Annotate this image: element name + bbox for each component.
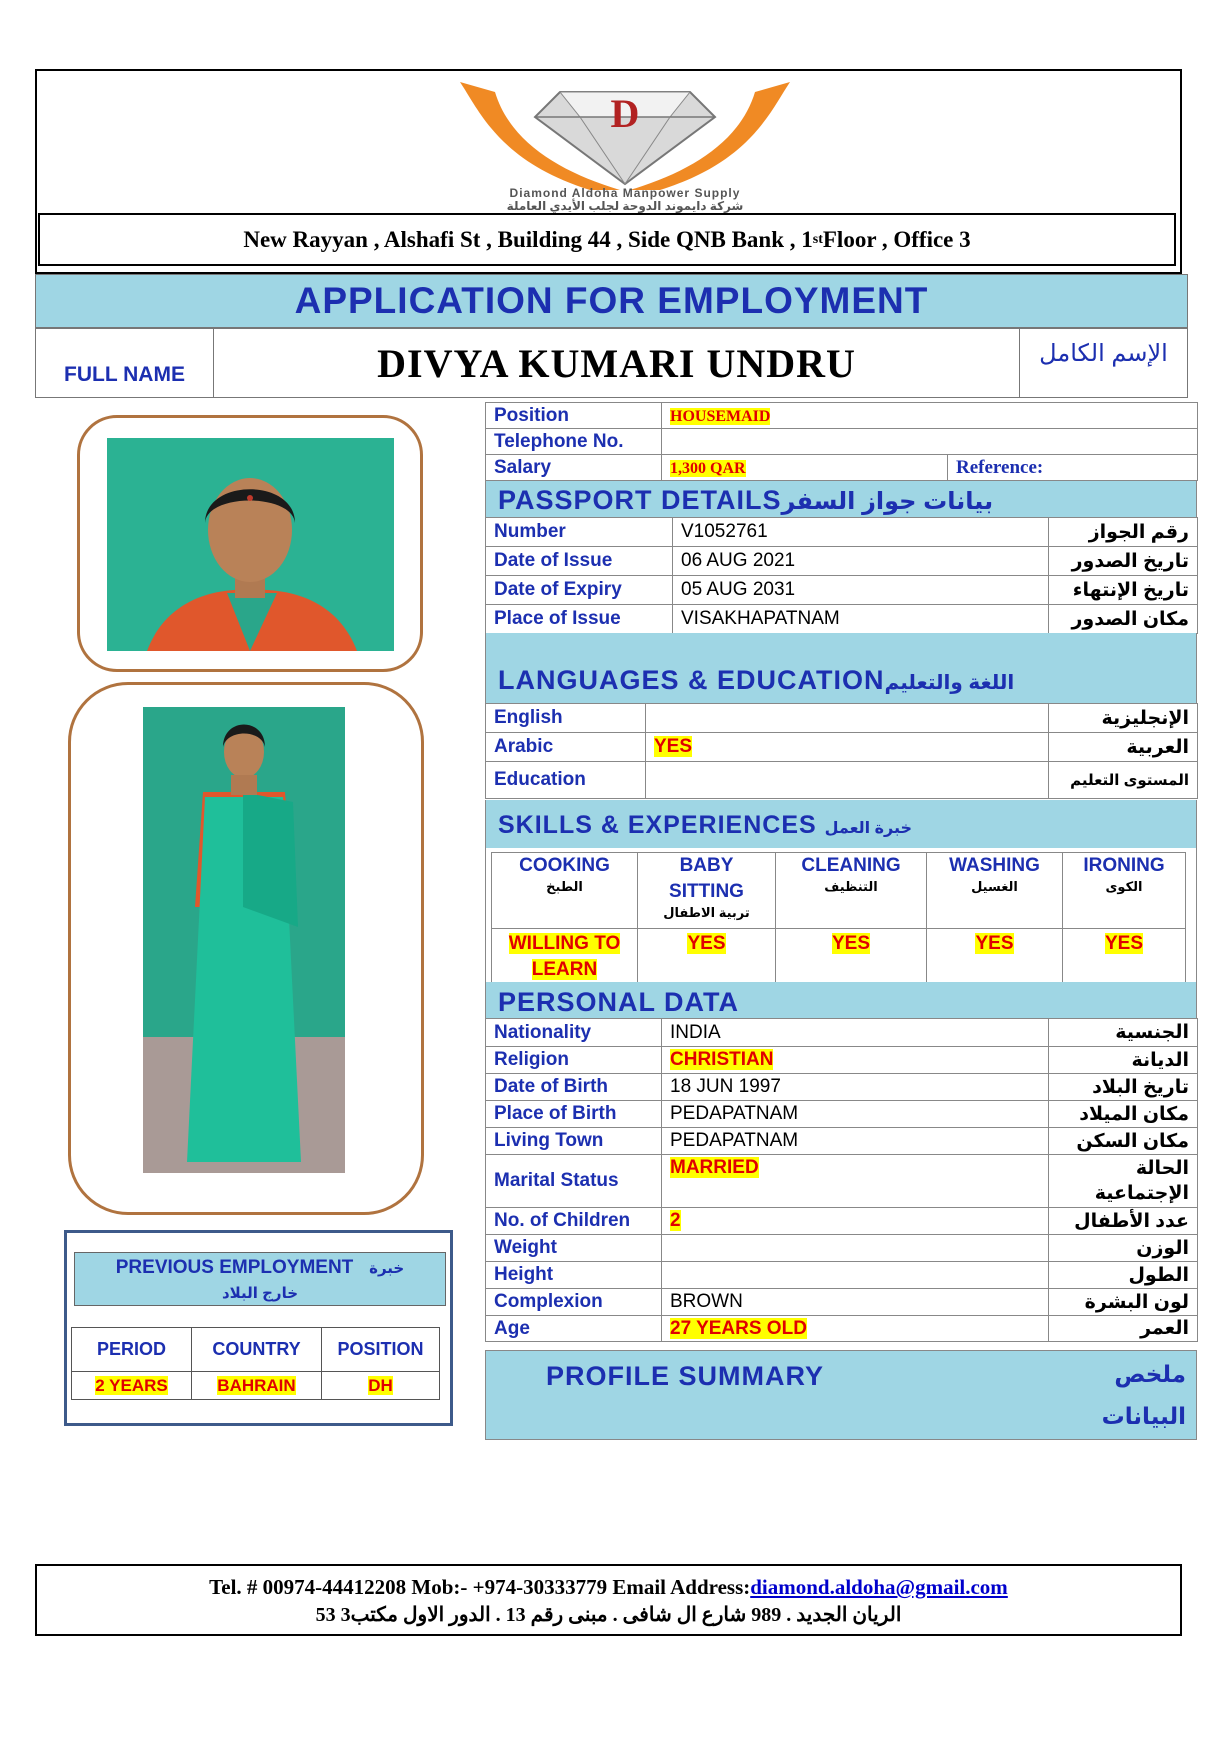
skill-washing-name: WASHING bbox=[949, 855, 1040, 876]
skill-cleaning-ar: التنظيف bbox=[824, 879, 878, 894]
age-label: Age bbox=[486, 1316, 662, 1342]
country-header: COUNTRY bbox=[192, 1328, 322, 1372]
previous-employment-title bbox=[74, 1252, 446, 1306]
country-value: BAHRAIN bbox=[217, 1375, 296, 1395]
full-name-row bbox=[35, 328, 1188, 398]
marital-status-value: MARRIED bbox=[670, 1157, 759, 1178]
age-value-cell bbox=[662, 1316, 1049, 1342]
skill-washing-ar: الغسيل bbox=[971, 879, 1018, 894]
country-value-cell bbox=[192, 1372, 322, 1400]
skill-ironing-ar: الكوى bbox=[1105, 879, 1143, 894]
date-of-birth-ar: تاريخ البلاد bbox=[1049, 1074, 1198, 1101]
skill-baby-sitting-value-cell bbox=[638, 929, 776, 984]
place-of-birth-label: Place of Birth bbox=[486, 1101, 662, 1128]
skill-cleaning bbox=[776, 853, 927, 929]
full-name-value: DIVYA KUMARI UNDRU bbox=[377, 340, 856, 386]
age-ar: العمر bbox=[1049, 1316, 1198, 1342]
personal-section-header bbox=[485, 982, 1197, 1018]
skill-cooking-value: WILLING TO LEARN bbox=[508, 933, 621, 980]
footer-address-ar: 53 الريان الجديد . 989 شارع ال شافى . مبنى رقم 13 . الدور الاول مكتب3 bbox=[315, 1604, 902, 1626]
telephone-label: Telephone No. bbox=[486, 429, 662, 455]
children-label: No. of Children bbox=[486, 1208, 662, 1235]
weight-value bbox=[662, 1235, 1049, 1262]
position-header: POSITION bbox=[322, 1328, 440, 1372]
english-label: English bbox=[486, 704, 646, 733]
skill-baby-sitting-name: BABY SITTING bbox=[669, 855, 744, 902]
arabic-value-cell bbox=[646, 733, 1049, 762]
weight-ar: الوزن bbox=[1049, 1235, 1198, 1262]
living-town-label: Living Town bbox=[486, 1128, 662, 1155]
education-label: Education bbox=[486, 762, 646, 799]
skill-baby-sitting bbox=[638, 853, 776, 929]
skills-table bbox=[491, 852, 1186, 984]
date-of-birth-label: Date of Birth bbox=[486, 1074, 662, 1101]
languages-title: LANGUAGES & EDUCATION bbox=[498, 665, 885, 695]
place-of-birth-value: PEDAPATNAM bbox=[662, 1101, 1049, 1128]
full-body-photo bbox=[143, 707, 345, 1173]
skill-ironing-value: YES bbox=[1104, 933, 1144, 954]
skill-ironing bbox=[1063, 853, 1186, 929]
english-value bbox=[646, 704, 1049, 733]
complexion-ar: لون البشرة bbox=[1049, 1289, 1198, 1316]
position-label: Position bbox=[486, 403, 662, 429]
children-value-cell bbox=[662, 1208, 1049, 1235]
salary-value: 1,300 QAR bbox=[670, 459, 746, 477]
svg-text:D: D bbox=[610, 91, 640, 136]
place-of-issue-ar: مكان الصدور bbox=[1049, 605, 1198, 634]
passport-section-header bbox=[485, 481, 1197, 517]
skill-washing-value: YES bbox=[975, 933, 1014, 954]
skill-cleaning-name: CLEANING bbox=[801, 855, 901, 876]
english-ar: الإنجليزية bbox=[1049, 704, 1198, 733]
place-of-issue-label: Place of Issue bbox=[486, 605, 673, 634]
languages-title-ar: اللغة والتعليم bbox=[884, 672, 1015, 694]
passport-title: PASSPORT DETAILS bbox=[498, 485, 782, 515]
skill-cooking-ar: الطبخ bbox=[546, 879, 583, 894]
marital-status-ar: الحالة الإجتماعية bbox=[1049, 1155, 1198, 1208]
religion-value: CHRISTIAN bbox=[670, 1049, 774, 1070]
children-ar: عدد الأطفال bbox=[1049, 1208, 1198, 1235]
skill-cooking bbox=[492, 853, 638, 929]
profile-summary-title: PROFILE SUMMARY bbox=[546, 1361, 824, 1391]
address-sup: st bbox=[812, 231, 823, 247]
footer-contact-text: Tel. # 00974-44412208 Mob:- +974-30333779 Email Address: bbox=[209, 1575, 751, 1599]
footer-contact bbox=[37, 1575, 1180, 1600]
period-header: PERIOD bbox=[72, 1328, 192, 1372]
nationality-value: INDIA bbox=[662, 1019, 1049, 1047]
position-value: DH bbox=[368, 1375, 393, 1395]
place-of-birth-ar: مكان الميلاد bbox=[1049, 1101, 1198, 1128]
salary-value-cell bbox=[662, 455, 948, 481]
living-town-value: PEDAPATNAM bbox=[662, 1128, 1049, 1155]
marital-status-value-cell bbox=[662, 1155, 1049, 1208]
salary-label: Salary bbox=[486, 455, 662, 481]
company-name-ar: شركة دايموند الدوحة لجلب الأيدي العاملة bbox=[506, 199, 744, 213]
skill-cleaning-value-cell bbox=[776, 929, 927, 984]
languages-section-header bbox=[485, 633, 1197, 703]
skill-cooking-value-cell bbox=[492, 929, 638, 984]
skills-title: SKILLS & EXPERIENCES bbox=[498, 811, 817, 839]
skill-cleaning-value: YES bbox=[831, 933, 871, 954]
skill-baby-sitting-value: YES bbox=[687, 933, 726, 954]
date-of-issue-value: 06 AUG 2021 bbox=[673, 547, 1049, 576]
personal-table bbox=[485, 1018, 1198, 1342]
passport-number-ar: رقم الجواز bbox=[1049, 518, 1198, 547]
position-value-cell bbox=[322, 1372, 440, 1400]
portrait-photo bbox=[107, 438, 394, 651]
religion-label: Religion bbox=[486, 1047, 662, 1074]
previous-employment-table bbox=[71, 1327, 440, 1400]
nationality-ar: الجنسية bbox=[1049, 1019, 1198, 1047]
full-name-label: FULL NAME bbox=[36, 329, 214, 397]
passport-number-value: V1052761 bbox=[673, 518, 1049, 547]
position-value: HOUSEMAID bbox=[670, 407, 771, 425]
religion-value-cell bbox=[662, 1047, 1049, 1074]
skill-ironing-value-cell bbox=[1063, 929, 1186, 984]
living-town-ar: مكان السكن bbox=[1049, 1128, 1198, 1155]
arabic-value: YES bbox=[654, 736, 693, 757]
date-of-expiry-value: 05 AUG 2031 bbox=[673, 576, 1049, 605]
company-address bbox=[38, 213, 1176, 266]
arabic-ar: العربية bbox=[1049, 733, 1198, 762]
profile-summary-box bbox=[485, 1350, 1197, 1440]
application-title: APPLICATION FOR EMPLOYMENT bbox=[35, 274, 1188, 328]
age-value: 27 YEARS OLD bbox=[670, 1317, 807, 1339]
skill-washing-value-cell bbox=[927, 929, 1063, 984]
previous-employment-title-en: PREVIOUS EMPLOYMENT bbox=[115, 1257, 354, 1278]
footer-email-link[interactable]: diamond.aldoha@gmail.com bbox=[750, 1575, 1008, 1599]
period-value: 2 YEARS bbox=[95, 1375, 168, 1395]
period-value-cell bbox=[72, 1372, 192, 1400]
skills-title-ar: خبرة العمل bbox=[824, 820, 913, 837]
previous-employment-title-ar-1: خبرة bbox=[369, 1260, 405, 1277]
address-part-2: Floor , Office 3 bbox=[822, 226, 971, 252]
skill-cooking-name: COOKING bbox=[519, 855, 610, 876]
arabic-label: Arabic bbox=[486, 733, 646, 762]
skill-baby-sitting-ar: تربية الاطفال bbox=[663, 905, 750, 920]
company-name: Diamond Aldoha Manpower Supply bbox=[509, 186, 741, 200]
height-ar: الطول bbox=[1049, 1262, 1198, 1289]
languages-table bbox=[485, 703, 1198, 799]
profile-summary-title-ar-1: ملخص bbox=[1114, 1361, 1186, 1387]
previous-employment-title-ar-2: خارج البلاد bbox=[221, 1285, 299, 1302]
religion-ar: الديانة bbox=[1049, 1047, 1198, 1074]
place-of-issue-value: VISAKHAPATNAM bbox=[673, 605, 1049, 634]
address-part-1: New Rayyan , Alshafi St , Building 44 , Side QNB Bank , 1 bbox=[243, 226, 813, 252]
position-value-cell bbox=[662, 403, 1198, 429]
complexion-value: BROWN bbox=[662, 1289, 1049, 1316]
date-of-issue-label: Date of Issue bbox=[486, 547, 673, 576]
education-value bbox=[646, 762, 1049, 799]
children-value: 2 bbox=[670, 1210, 681, 1231]
full-name-label-ar: الإسم الكامل bbox=[1019, 329, 1187, 397]
skill-washing bbox=[927, 853, 1063, 929]
date-of-expiry-ar: تاريخ الإنتهاء bbox=[1049, 576, 1198, 605]
date-of-issue-ar: تاريخ الصدور bbox=[1049, 547, 1198, 576]
passport-table bbox=[485, 517, 1198, 634]
job-table bbox=[485, 402, 1198, 481]
complexion-label: Complexion bbox=[486, 1289, 662, 1316]
nationality-label: Nationality bbox=[486, 1019, 662, 1047]
weight-label: Weight bbox=[486, 1235, 662, 1262]
telephone-value bbox=[662, 429, 1198, 455]
personal-title: PERSONAL DATA bbox=[498, 987, 740, 1017]
profile-summary-title-ar-2: البيانات bbox=[1101, 1403, 1186, 1429]
date-of-birth-value: 18 JUN 1997 bbox=[662, 1074, 1049, 1101]
marital-status-label: Marital Status bbox=[486, 1155, 662, 1208]
skills-section-header bbox=[485, 800, 1197, 848]
height-label: Height bbox=[486, 1262, 662, 1289]
height-value bbox=[662, 1262, 1049, 1289]
reference-label: Reference: bbox=[948, 455, 1198, 481]
passport-number-label: Number bbox=[486, 518, 673, 547]
education-ar: المستوى التعليم bbox=[1049, 762, 1198, 799]
date-of-expiry-label: Date of Expiry bbox=[486, 576, 673, 605]
passport-title-ar: بيانات جواز السفر bbox=[781, 488, 994, 515]
skill-ironing-name: IRONING bbox=[1083, 855, 1165, 876]
footer-box bbox=[35, 1564, 1182, 1636]
